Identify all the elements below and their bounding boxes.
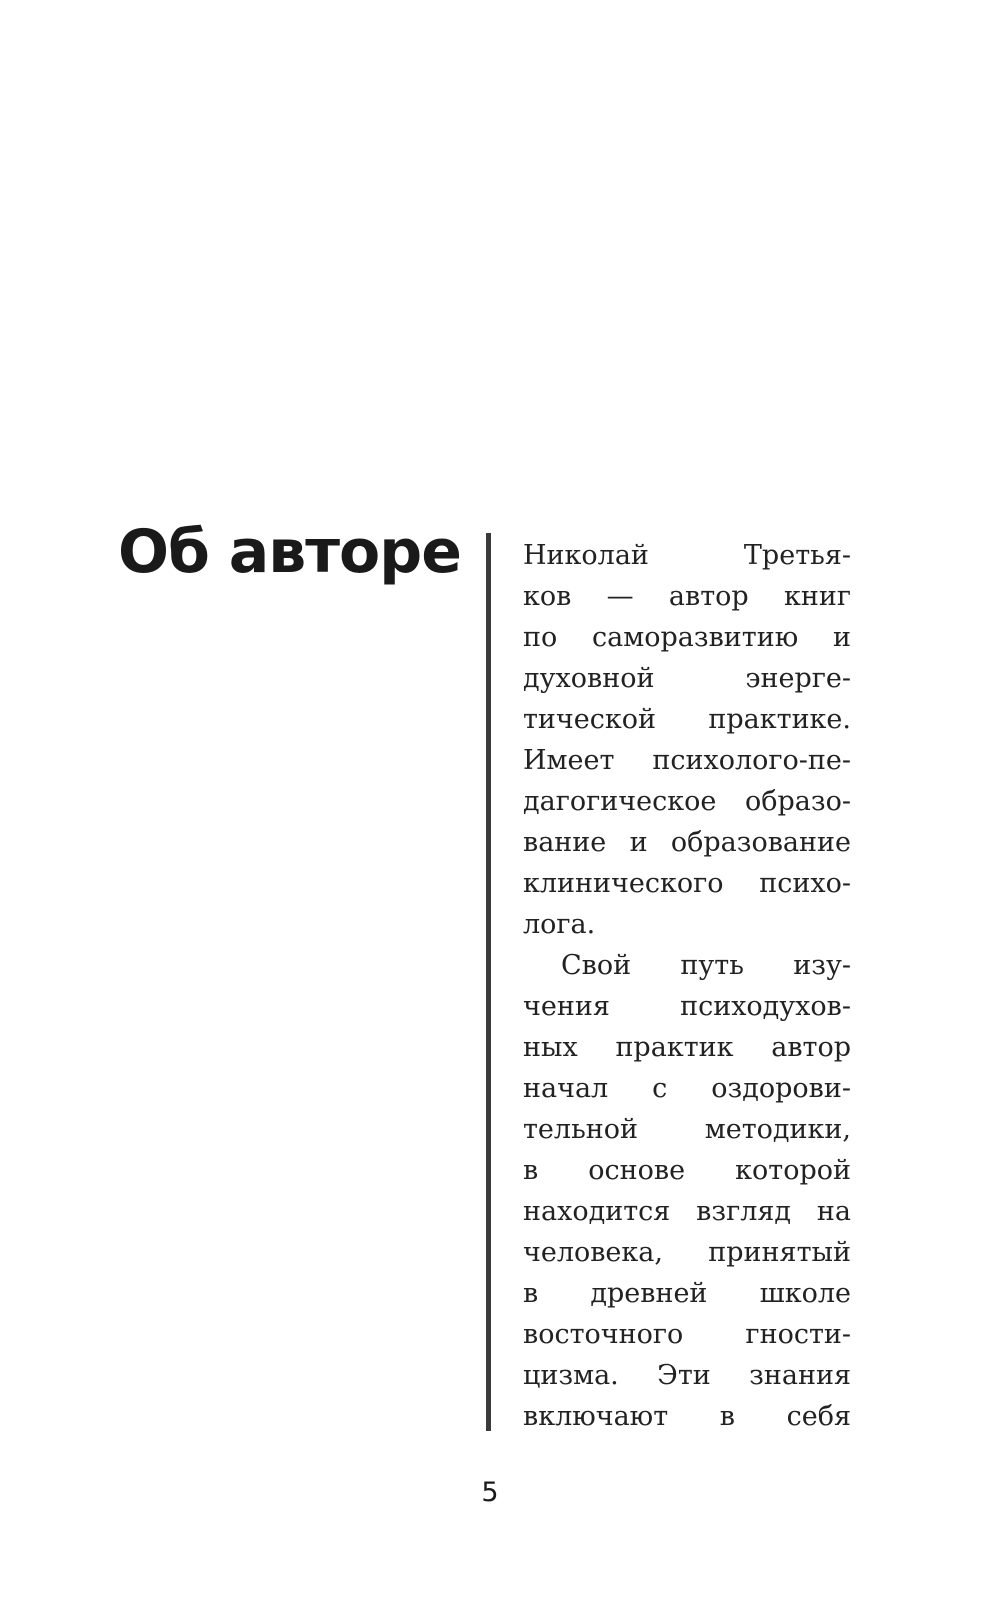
text-word: тельной <box>523 1114 639 1145</box>
text-word: чения <box>523 991 610 1022</box>
text-word: энерге- <box>745 663 851 694</box>
text-word: Свой <box>561 950 632 981</box>
text-word: изу- <box>793 950 851 981</box>
page-number: 5 <box>481 1477 499 1508</box>
text-word: Имеет <box>523 745 615 776</box>
text-line <box>523 740 851 781</box>
body-text-column <box>523 535 851 1437</box>
text-word: путь <box>680 950 744 981</box>
text-word: ных <box>523 1032 578 1063</box>
text-word: древней <box>590 1278 708 1309</box>
text-word: на <box>816 1196 851 1227</box>
text-line: лога. <box>523 909 596 940</box>
text-line <box>523 658 851 699</box>
text-word: и <box>832 622 851 653</box>
text-word: автор <box>668 581 749 612</box>
text-word: школе <box>759 1278 851 1309</box>
section-heading: Об авторе <box>118 517 461 587</box>
vertical-divider <box>486 533 491 1431</box>
text-word: гности- <box>745 1319 851 1350</box>
text-word: автор <box>771 1032 851 1063</box>
text-word: практик <box>615 1032 734 1063</box>
text-line <box>523 781 851 822</box>
text-word: ков <box>523 581 572 612</box>
text-line <box>523 1273 851 1314</box>
text-word: практике. <box>708 704 851 735</box>
text-word: знания <box>749 1360 851 1391</box>
text-word: книг <box>783 581 851 612</box>
text-word: с <box>652 1073 668 1104</box>
text-line <box>523 617 851 658</box>
text-line <box>523 576 851 617</box>
text-line <box>523 1109 851 1150</box>
text-line <box>523 1355 851 1396</box>
text-word: в <box>719 1401 735 1432</box>
text-word: духовной <box>523 663 655 694</box>
text-line <box>523 1396 851 1437</box>
text-line <box>523 1314 851 1355</box>
text-word: методики, <box>704 1114 851 1145</box>
text-line <box>523 945 851 986</box>
text-word: образо- <box>745 786 851 817</box>
text-word: человека, <box>523 1237 663 1268</box>
text-word: в <box>523 1278 539 1309</box>
text-line <box>523 986 851 1027</box>
text-word: психодухов- <box>680 991 851 1022</box>
text-line <box>523 699 851 740</box>
text-word: по <box>523 622 558 653</box>
text-line <box>523 1027 851 1068</box>
text-word: — <box>606 581 634 612</box>
text-word: принятый <box>708 1237 851 1268</box>
text-word: себя <box>786 1401 851 1432</box>
text-word: оздорови- <box>711 1073 851 1104</box>
text-word: тической <box>523 704 657 735</box>
text-line <box>523 535 851 576</box>
text-word: психолого-пе- <box>652 745 851 776</box>
text-word: и <box>629 827 648 858</box>
text-word: основе <box>588 1155 686 1186</box>
text-word: Николай <box>523 540 649 571</box>
text-word: клинического <box>523 868 724 899</box>
text-word: которой <box>735 1155 851 1186</box>
text-word: цизма. <box>523 1360 619 1391</box>
text-word: психо- <box>759 868 851 899</box>
text-line <box>523 822 851 863</box>
text-word: Эти <box>657 1360 711 1391</box>
text-word: находится <box>523 1196 671 1227</box>
text-word: образование <box>670 827 851 858</box>
text-word: взгляд <box>696 1196 792 1227</box>
text-line <box>523 1191 851 1232</box>
text-line <box>523 863 851 904</box>
text-word: саморазвитию <box>592 622 799 653</box>
text-word: включают <box>523 1401 669 1432</box>
text-line <box>523 1150 851 1191</box>
text-word: начал <box>523 1073 609 1104</box>
text-word: дагогическое <box>523 786 717 817</box>
text-word: в <box>523 1155 539 1186</box>
text-word: восточного <box>523 1319 684 1350</box>
text-line <box>523 1068 851 1109</box>
text-word: Третья- <box>743 540 851 571</box>
text-word: вание <box>523 827 607 858</box>
text-line <box>523 1232 851 1273</box>
